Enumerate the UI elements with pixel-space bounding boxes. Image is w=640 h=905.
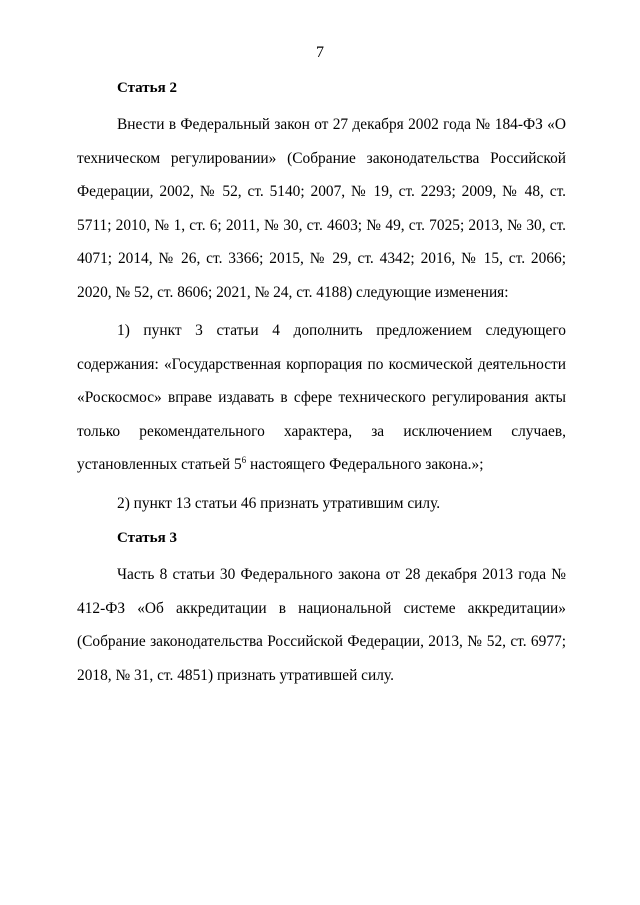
article-2-intro: Внести в Федеральный закон от 27 декабря 2002 года № 184-ФЗ «О техническом регулировании» (Собрание законодательства Российской Федерации, 2002, № 52, ст. 5140; 2007, № 19, ст. 2293; 2009, № 48, ст. 5711; 2010, № 1, ст. 6; 2011, № 30, ст. 4603; № 49, ст. 7025; 2013, № 30, ст. 4071; 2014, № 26, ст. 3366; 2015, № 29, ст. 4342; 2016, № 15, ст. 2066; 2020, № 52, ст. 8606; 2021, № 24, ст. 4188) следующие изменения: bbox=[77, 116, 566, 301]
article-2-item-2: 2) пункт 13 статьи 46 признать утратившим силу. bbox=[117, 495, 441, 512]
page-number: 7 bbox=[316, 44, 324, 61]
item-1-text-end: настоящего Федерального закона.»; bbox=[246, 456, 484, 474]
article-3-heading: Статья 3 bbox=[117, 530, 177, 546]
item-1-text: 1) пункт 3 статьи 4 дополнить предложением следующего содержания: «Государственная корпорация по космической деятельности «Роскосмос» вправе издавать в сфере технического регулирования акты только рекомендательного характера, за исключением случаев, установленных статьей 5 bbox=[77, 322, 566, 474]
item-1-superscript: 6 bbox=[241, 455, 247, 466]
article-3-text: Часть 8 статьи 30 Федерального закона от 28 декабря 2013 года № 412-ФЗ «Об аккредитации в национальной системе аккредитации» (Собрание законодательства Российской Федерации, 2013, № 52, ст. 6977; 2018, № 31, ст. 4851) признать утратившей силу. bbox=[77, 566, 566, 684]
article-2-heading: Статья 2 bbox=[117, 80, 177, 96]
article-2-item-1 bbox=[77, 314, 566, 482]
